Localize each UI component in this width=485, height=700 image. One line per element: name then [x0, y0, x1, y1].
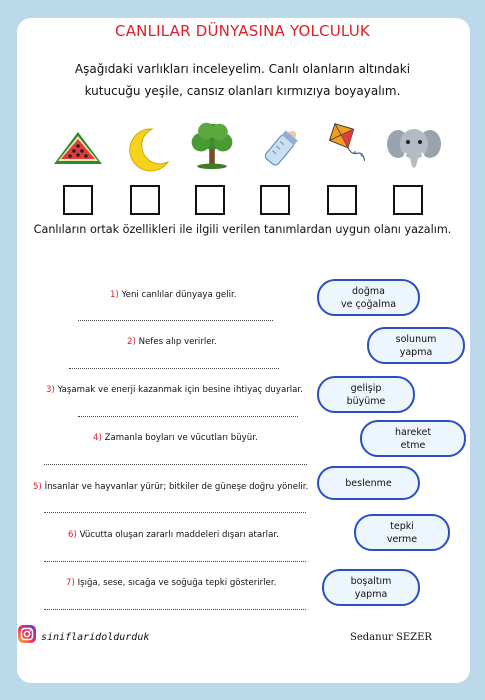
instagram-icon: [18, 625, 36, 643]
statement-number: 6): [68, 530, 77, 540]
option-line-1: gelişip: [350, 382, 382, 394]
kite-icon: [318, 120, 378, 170]
statement-1: [110, 290, 236, 300]
answer-line-7[interactable]: [44, 609, 306, 610]
statement-number: 3): [46, 385, 55, 395]
option-line-2: etme: [400, 439, 426, 451]
statement-number: 7): [66, 578, 75, 588]
instructions: [0, 58, 485, 102]
statement-text: Yeni canlılar dünyaya gelir.: [121, 290, 237, 300]
answer-box-4[interactable]: [260, 185, 290, 215]
option-line-1: doğma: [352, 285, 385, 297]
statement-7: [66, 578, 276, 588]
question-2: Canlıların ortak özellikleri ile ilgili verilen tanımlardan uygun olanı yazalım.: [33, 223, 452, 236]
statement-6: [68, 530, 279, 540]
answer-box-2[interactable]: [130, 185, 160, 215]
option-pill-7[interactable]: [322, 569, 420, 606]
answer-box-3[interactable]: [195, 185, 225, 215]
option-line-1: solunum: [395, 333, 437, 345]
statement-text: Nefes alıp verirler.: [138, 337, 218, 347]
option-line-2: yapma: [399, 346, 433, 358]
option-pill-3[interactable]: [317, 376, 415, 413]
option-pill-1[interactable]: [317, 279, 420, 316]
statement-text: Vücutta oluşan zararlı maddeleri dışarı atarlar.: [79, 530, 279, 540]
statement-2: [127, 337, 217, 347]
answer-box-5[interactable]: [327, 185, 357, 215]
answer-line-4[interactable]: [44, 464, 307, 465]
option-line-2: verme: [386, 533, 418, 545]
statement-number: 4): [93, 433, 102, 443]
items-row: [0, 112, 485, 222]
elephant-icon: [384, 122, 444, 172]
answer-line-5[interactable]: [44, 512, 306, 513]
statement-number: 5): [33, 482, 42, 492]
footer-author: Sedanur SEZER: [350, 632, 432, 643]
statement-number: 1): [110, 290, 119, 300]
page-title: CANLILAR DÜNYASINA YOLCULUK: [115, 22, 370, 40]
option-pill-4[interactable]: [360, 420, 466, 457]
tree-icon: [182, 120, 242, 170]
option-line-2: büyüme: [346, 395, 386, 407]
moon-icon: [118, 124, 178, 174]
answer-line-6[interactable]: [44, 561, 306, 562]
answer-line-1[interactable]: [78, 320, 273, 321]
watermelon-icon: [48, 124, 108, 174]
option-line-1: beslenme: [345, 477, 392, 489]
statement-5: [33, 482, 308, 492]
option-pill-6[interactable]: [354, 514, 450, 551]
option-line-1: tepki: [390, 520, 414, 532]
answer-box-6[interactable]: [393, 185, 423, 215]
option-pill-2[interactable]: [367, 327, 465, 364]
statement-text: İnsanlar ve hayvanlar yürür; bitkiler de güneşe doğru yönelir.: [44, 482, 309, 492]
answer-line-3[interactable]: [78, 416, 298, 417]
answer-box-1[interactable]: [63, 185, 93, 215]
baby-bottle-icon: [252, 122, 312, 172]
instructions-line-1: Aşağıdaki varlıkları inceleyelim. Canlı olanların altındaki: [74, 62, 411, 76]
footer-handle: siniflaridoldurduk: [41, 632, 150, 643]
answer-line-2[interactable]: [69, 368, 279, 369]
instructions-line-2: kutucuğu yeşile, cansız olanları kırmızıya boyayalım.: [84, 84, 401, 98]
statement-number: 2): [127, 337, 136, 347]
option-line-2: yapma: [354, 588, 388, 600]
statement-3: [46, 385, 303, 395]
statement-text: Işığa, sese, sıcağa ve soğuğa tepki gösterirler.: [77, 578, 277, 588]
statement-text: Yaşamak ve enerji kazanmak için besine ihtiyaç duyarlar.: [57, 385, 303, 395]
option-line-1: boşaltım: [350, 575, 392, 587]
option-line-2: ve çoğalma: [340, 298, 397, 310]
statement-4: [93, 433, 258, 443]
option-pill-5[interactable]: [317, 466, 420, 500]
option-line-1: hareket: [394, 426, 432, 438]
statement-text: Zamanla boyları ve vücutları büyür.: [104, 433, 258, 443]
